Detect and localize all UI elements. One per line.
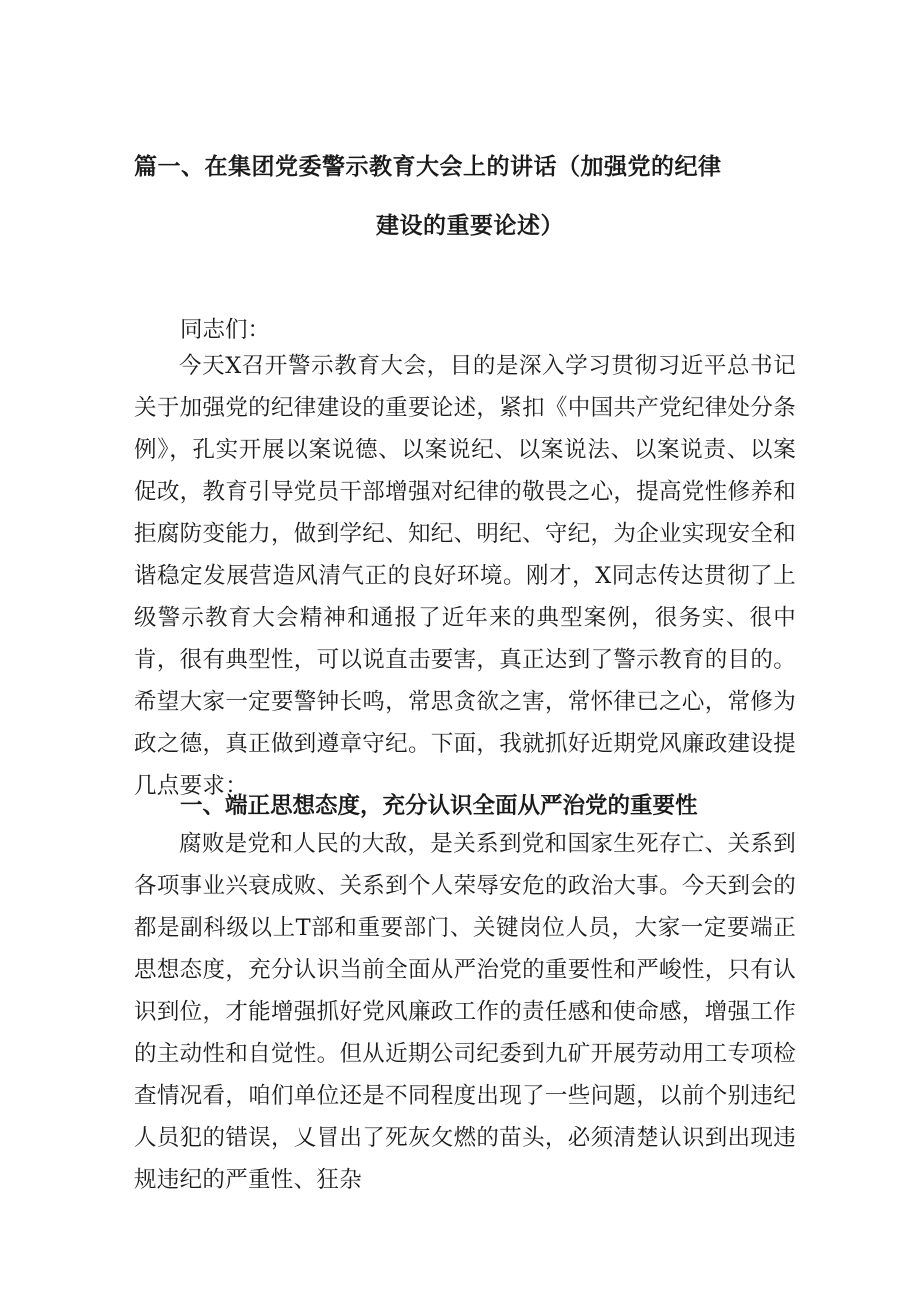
paragraph-section-1 bbox=[134, 823, 796, 1201]
section-heading-1: 一、端正思想态度，充分认识全面从严治党的重要性 bbox=[180, 793, 698, 819]
paragraph-text: 今天X召开警示教育大会，目的是深入学习贯彻习近平总书记关于加强党的纪律建设的重要论述，紧扣《中国共产党纪律处分条例》，孔实开展以案说德、以案说纪、以案说法、以案说责、以案促改，教育引导党员干部增强对纪律的敬畏之心，提高党性修养和拒腐防变能力，做到学纪、知纪、明纪、守纪，为企业实现安全和谐稳定发展营造风清气正的良好环境。刚才，X同志传达贯彻了上级警示教育大会精神和通报了近年来的典型案例，很务实、很中肯，很有典型性，可以说直击要害，真正达到了警示教育的目的。希望大家一定要警钟长鸣，常思贪欲之害，常怀律已之心，常修为政之德，真正做到遵章守纪。下面，我就抓好近期党风廉政建设提几点要求： bbox=[134, 353, 796, 799]
paragraph-opening bbox=[134, 345, 796, 807]
greeting: 同志们： bbox=[180, 317, 271, 343]
paragraph-text: 腐败是党和人民的大敌，是关系到党和国家生死存亡、关系到各项事业兴衰成败、关系到个人荣辱安危的政治大事。今天到会的都是副科级以上T部和重要部门、关键岗位人员，大家一定要端正思想态度，充分认识当前全面从严治党的重要性和严峻性，只有认识到位，才能增强抓好党风廉政工作的责任感和使命感，增强工作的主动性和自觉性。但从近期公司纪委到九矿开展劳动用工专项检查情况看，咱们单位还是不同程度出现了一些问题，以前个别违纪人员犯的错误，乂冒出了死灰攵燃的苗头，必须清楚认识到出现违规违纪的严重性、狂杂 bbox=[134, 831, 796, 1193]
document-title-line-2: 建设的重要论述） bbox=[376, 212, 564, 239]
document-title-line-1: 篇一、在集团党委警示教育大会上的讲话（加强党的纪律 bbox=[134, 153, 722, 180]
